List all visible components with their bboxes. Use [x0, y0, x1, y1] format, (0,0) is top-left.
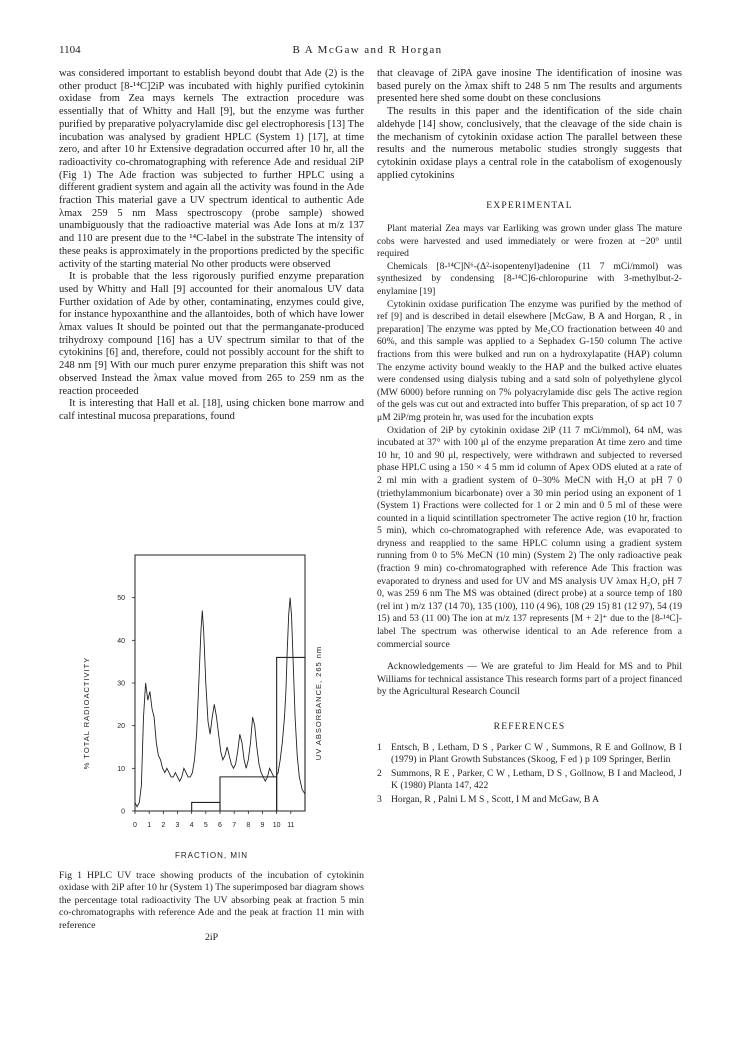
- reference-number: 1: [377, 741, 382, 753]
- radioactivity-bar: [277, 657, 305, 811]
- reference-number: 2: [377, 767, 382, 779]
- x-tick-label: 9: [260, 822, 265, 829]
- section-heading-experimental: EXPERIMENTAL: [486, 201, 573, 212]
- figure-1: [59, 543, 364, 863]
- x-tick-label: 6: [218, 822, 222, 829]
- reference-list: [377, 742, 682, 807]
- reference-item: [377, 768, 682, 793]
- x-tick-label: 2: [161, 822, 166, 829]
- paragraph: The results in this paper and the identification of the side chain aldehyde [14] show, conclusively, that the cleavage of the side chain is the mechanism of cytokinin oxidase action The parallel between these results and the numerous metabolic studies strongly suggests that cytokinin oxidase plays a central role in the catabolism of exogenously applied cytokinins: [377, 106, 682, 181]
- paragraph: that cleavage of 2iPA gave inosine The identification of inosine was based purely on the λmax shift to 248 5 nm The results and arguments presented here shed some doubt on these conclusions: [377, 68, 682, 105]
- y-tick-label: 0: [121, 808, 125, 816]
- y-tick-label: 40: [117, 637, 125, 645]
- paragraph: was considered important to establish beyond doubt that Ade (2) is the other product [8-¹⁴C]2iP was incubated with highly purified cytokinin oxidase from Zea mays kernels The extraction procedure was essentially that of Whitty and Hall [9], but the enzyme was further purified by preparative polyacrylamide disc gel electrophoresis [13] The incubation was analysed by gradient HPLC (System 1) [17], at time zero, and after 10 hr Extensive degradation occurred after 10 hr, all the radioactivity co-chromatographing with reference Ade and residual 2iP (Fig 1) The Ade fraction was subjected to further HPLC using a different gradient system and again all the activity was found in the Ade fraction This material gave a UV spectrum identical to authentic Ade λmax 259 5 nm Mass spectroscopy (probe sample) showed unambiguously that the radioactive material was Ade Ions at m/z 137 and 110 are present due to the ¹⁴C-label in the substrate The intensity of these peaks is approximately in the proportions predicted by the specific activity of the starting material No other products were observed: [59, 68, 364, 270]
- y2-axis-label: UV ABSORBANCE, 265 nm: [314, 645, 323, 761]
- left-column: [59, 68, 364, 424]
- y-tick-label: 50: [117, 595, 125, 603]
- caption-text: Fig 1 HPLC UV trace showing products of the incubation of cytokinin oxidase with 2iP after 10 hr (System 1) The superimposed bar diagram shows the percentage total radioactivity The UV absorbing peak at fraction 5 min co-chromatographs with reference Ade and the peak at fraction 11 min with reference: [59, 870, 364, 931]
- radioactivity-bar: [220, 777, 277, 811]
- x-tick-label: 5: [203, 822, 208, 829]
- y-tick-label: 20: [117, 723, 125, 731]
- right-column: [377, 68, 682, 808]
- plot-frame: [135, 555, 305, 811]
- x-tick-label: 3: [175, 822, 180, 829]
- reference-text: Summons, R E , Parker, C W , Letham, D S , Gollnow, B I and Macleod, J K (1980) Planta 147, 422: [391, 767, 682, 792]
- y-axis-label: % TOTAL RADIOACTIVITY: [82, 656, 91, 770]
- reference-text: Horgan, R , Palni L M S , Scott, I M and McGaw, B A: [391, 794, 600, 806]
- reference-item: [377, 794, 682, 807]
- x-tick-label: 7: [232, 822, 237, 829]
- paragraph: Plant material Zea mays var Earliking was grown under glass The mature cobs were harvested and used immediately or were frozen at −20° until required: [377, 223, 682, 260]
- radioactivity-bar: [192, 802, 220, 811]
- paragraph: Cytokinin oxidase purification The enzyme was purified by the method of ref [9] and is described in detail elsewhere [McGaw, B A and Horgan, R , in preparation] The enzyme was ppted by Me₂CO fractionation between 40 and 60%, and this sample was applied to a Sephadex G-150 column The active fractions from this were bulked and run on a hydroxylapatite (HAP) column The enzyme activity bound weakly to the HAP and the bulked active eluates were condensed using dialysis tubing and a satd soln of polyethylene glycol (MW 6000) before running on 7% polyacrylamide disc gels The active region of the gels was cut out and extracted into buffer This preparation, of sp act 10 7 μM 2iP/mg protein hr, was used for the incubation expts: [377, 298, 682, 423]
- paragraph: Oxidation of 2iP by cytokinin oxidase 2iP (11 7 mCi/mmol), 64 nM, was incubated at 37° with 100 μl of the enzyme preparation At time zero and time 10 hr, 10 and 90 μl, respectively, were withdrawn and subjected to reversed phase HPLC using a 150 × 4 5 mm id column of Apex ODS eluted at a rate of 2 ml min with a gradient system of 0–30% MeCN with H₂O at pH 7 0 (triethylammonium bicarbonate) over a 30 min period using an exponent of 1 (System 1) Fractions were collected for 1 or 2 min and 0 5 ml of these were counted in a liquid scintillation spectrometer The active region (10 hr, fraction 5 min), which co-chromatographed with reference Ade, was evaporated to dryness and reapplied to the same HPLC column using a gradient system running from 0 to 5% MeCN (10 min) (System 2) The only radioactive peak (fraction 9 min) co-chromatographed with reference Ade This fraction was evaporated to dryness and used for UV and MS analysis UV λmax H₂O, pH 7 0, was 259 6 nm The MS was obtained (direct probe) at a source temp of 180 (rel int ) m/z 137 (14 70), 135 (100), 110 (4 96), 108 (29 15) 81 (12 97), 54 (19 15) and 53 (11 00) The ion at m/z 137 represents [M + 2]⁺ due to the [8-¹⁴C]-label The spectrum was otherwise identical to an Ade reference from a commercial source: [377, 424, 682, 650]
- reference-number: 3: [377, 794, 382, 806]
- uv-trace-line: [135, 598, 305, 807]
- running-header-authors: B A McGaw and R Horgan: [292, 44, 443, 56]
- caption-end: 2iP: [204, 932, 219, 944]
- paragraph: It is interesting that Hall et al. [18], using chicken bone marrow and calf intestinal mucosa preparations, found: [59, 398, 364, 422]
- acknowledgements: Acknowledgements — We are grateful to Jim Heald for MS and to Phil Williams for technical assistance This research forms part of a project financed by the Agricultural Research Council: [377, 661, 682, 698]
- x-tick-label: 0: [133, 822, 137, 829]
- paragraph: It is probable that the less rigorously purified enzyme preparation used by Whitty and Hall [9] accounted for their anomalous UV data Further oxidation of Ade by other, contaminating, enzymes could give, for instance hypoxanthine and the allantoides, both of which have lower λmax values It should be pointed out that the permanganate-produced trihydroxy compound [16] has a UV spectrum similar to that of the cytokinins [6] and, therefore, could not possibly account for the shift to 248 nm [9] With our much purer enzyme preparation this shift was not observed Instead the λmax value moved from 265 to 259 nm as the reaction proceeded: [59, 271, 364, 397]
- paragraph: Chemicals [8-¹⁴C]N⁶-(Δ²-isopentenyl)adenine (11 7 mCi/mmol) was synthesized by condensing [8-¹⁴C]6-chloropurine with 3-methylbut-2-enylamine [19]: [377, 260, 682, 297]
- section-heading-references: REFERENCES: [493, 722, 566, 732]
- page-number: 1104: [59, 44, 81, 56]
- x-tick-label: 10: [272, 822, 281, 829]
- y-tick-label: 30: [117, 680, 125, 688]
- x-tick-label: 4: [189, 822, 194, 829]
- reference-item: [377, 742, 682, 767]
- x-tick-label: 1: [147, 822, 152, 829]
- x-tick-label: 8: [246, 822, 251, 829]
- reference-text: Entsch, B , Letham, D S , Parker C W , Summons, R E and Gollnow, B I (1979) in Plant Growth Substances (Skoog, F ed ) p 109 Springer, Berlin: [391, 741, 682, 766]
- x-tick-label: 11: [287, 822, 295, 829]
- y-tick-label: 10: [117, 765, 125, 773]
- figure-caption: [59, 870, 364, 944]
- x-axis-label: FRACTION, MIN: [175, 851, 248, 860]
- hplc-chart: [59, 543, 364, 848]
